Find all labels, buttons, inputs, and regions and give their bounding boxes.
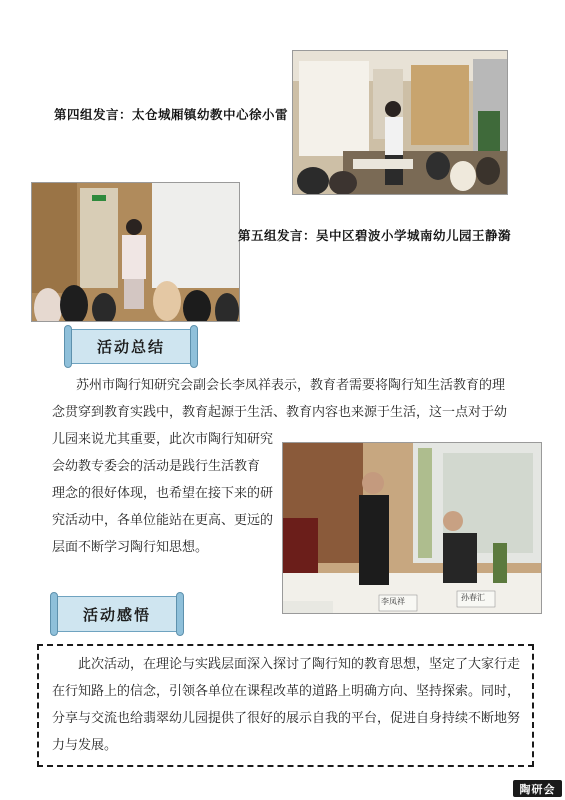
insight-title: 活动感悟: [82, 605, 151, 624]
photo-group4-speaker: [292, 50, 508, 195]
summary-line-1: 苏州市陶行知研究会副会长李凤祥表示，教育者需要将陶行知生活教育的理: [76, 378, 506, 393]
summary-line-4: 会幼教专委会的活动是践行生活教育: [52, 459, 261, 474]
nameplate-right: 孙春汇: [461, 593, 485, 602]
nameplate-left: 李凤祥: [381, 597, 405, 606]
insight-line-4: 力与发展。: [52, 738, 118, 753]
summary-line-5: 理念的很好体现，也希望在接下来的研: [52, 486, 274, 501]
caption-group5: 第五组发言：吴中区碧波小学城南幼儿园王静漪: [238, 228, 512, 243]
logo-badge: [513, 780, 562, 797]
insight-section-heading: [53, 596, 181, 632]
insight-line-1: 此次活动，在理论与实践层面深入探讨了陶行知的教育思想，坚定了大家行走: [78, 657, 521, 672]
photo-vice-president: [282, 442, 542, 614]
insight-line-3: 分享与交流也给翡翠幼儿园提供了很好的展示自我的平台，促进自身持续不断地努: [52, 711, 521, 726]
caption-group4: 第四组发言：太仓城厢镇幼教中心徐小雷: [54, 107, 289, 122]
summary-line-3: 儿园来说尤其重要，此次市陶行知研究: [52, 432, 274, 447]
summary-line-7: 层面不断学习陶行知思想。: [52, 540, 209, 555]
photo-group5-speaker: [31, 182, 240, 322]
logo-text: 陶研会: [519, 782, 556, 796]
insight-line-2: 在行知路上的信念，引领各单位在课程改革的道路上明确方向、坚持探索。同时，: [52, 684, 521, 699]
summary-section-heading: [67, 329, 195, 364]
summary-line-2: 念贯穿到教育实践中，教育起源于生活、教育内容也来源于生活，这一点对于幼: [52, 405, 508, 420]
summary-title: 活动总结: [96, 338, 165, 356]
summary-line-6: 究活动中，各单位能站在更高、更远的: [52, 513, 274, 528]
